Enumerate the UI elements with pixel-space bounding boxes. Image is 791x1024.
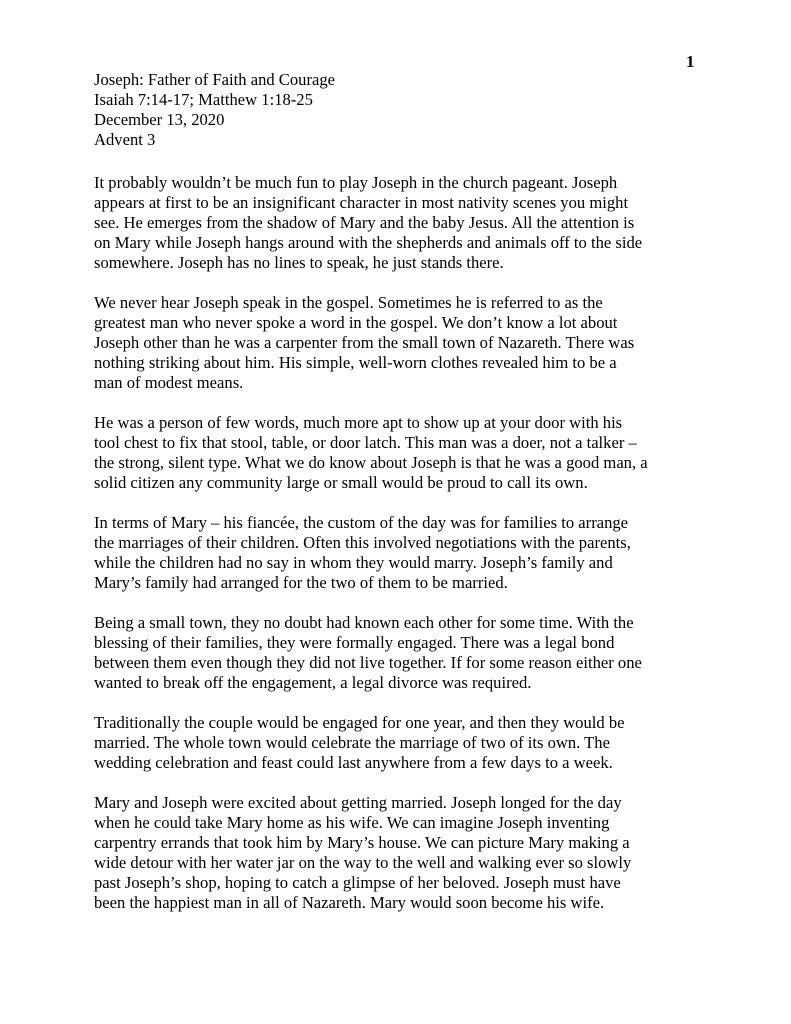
text-line: greatest man who never spoke a word in the gospel. We don’t know a lot about	[94, 313, 618, 332]
text-line: tool chest to fix that stool, table, or door latch. This man was a doer, not a talker –	[94, 433, 637, 452]
sermon-heading	[94, 70, 714, 150]
text-line: carpentry errands that took him by Mary’s house. We can picture Mary making a	[94, 833, 630, 852]
text-line: man of modest means.	[94, 373, 244, 392]
sermon-body	[94, 173, 714, 933]
text-line: past Joseph’s shop, hoping to catch a glimpse of her beloved. Joseph must have	[94, 873, 621, 892]
text-line: somewhere. Joseph has no lines to speak, he just stands there.	[94, 253, 504, 272]
text-line: married. The whole town would celebrate the marriage of two of its own. The	[94, 733, 610, 752]
text-line: while the children had no say in whom they would marry. Joseph’s family and	[94, 553, 613, 572]
text-line: between them even though they did not live together. If for some reason either one	[94, 653, 642, 672]
text-line: blessing of their families, they were formally engaged. There was a legal bond	[94, 633, 615, 652]
paragraph	[94, 513, 714, 593]
text-line: In terms of Mary – his fiancée, the custom of the day was for families to arrange	[94, 513, 629, 532]
paragraph	[94, 713, 714, 773]
scripture-reference: Isaiah 7:14-17; Matthew 1:18-25	[94, 90, 313, 109]
text-line: Being a small town, they no doubt had known each other for some time. With the	[94, 613, 634, 632]
text-line: see. He emerges from the shadow of Mary and the baby Jesus. All the attention is	[94, 213, 635, 232]
text-line: the strong, silent type. What we do know about Joseph is that he was a good man, a	[94, 453, 648, 472]
paragraph	[94, 173, 714, 273]
text-line: appears at first to be an insignificant character in most nativity scenes you might	[94, 193, 629, 212]
text-line: been the happiest man in all of Nazareth. Mary would soon become his wife.	[94, 893, 605, 912]
text-line: wanted to break off the engagement, a legal divorce was required.	[94, 673, 532, 692]
text-line: We never hear Joseph speak in the gospel. Sometimes he is referred to as the	[94, 293, 603, 312]
text-line: nothing striking about him. His simple, well-worn clothes revealed him to be a	[94, 353, 617, 372]
text-line: the marriages of their children. Often this involved negotiations with the parents,	[94, 533, 631, 552]
page-number: 1	[686, 52, 695, 71]
text-line: wide detour with her water jar on the way to the well and walking ever so slowly	[94, 853, 632, 872]
text-line: Mary and Joseph were excited about getting married. Joseph longed for the day	[94, 793, 622, 812]
paragraph	[94, 613, 714, 693]
text-line: Traditionally the couple would be engaged for one year, and then they would be	[94, 713, 625, 732]
liturgical-season: Advent 3	[94, 130, 156, 149]
paragraph	[94, 793, 714, 913]
paragraph	[94, 413, 714, 493]
text-line: He was a person of few words, much more apt to show up at your door with his	[94, 413, 623, 432]
text-line: It probably wouldn’t be much fun to play Joseph in the church pageant. Joseph	[94, 173, 618, 192]
text-line: on Mary while Joseph hangs around with the shepherds and animals off to the side	[94, 233, 643, 252]
text-line: Mary’s family had arranged for the two of them to be married.	[94, 573, 508, 592]
text-line: Joseph other than he was a carpenter from the small town of Nazareth. There was	[94, 333, 635, 352]
text-line: wedding celebration and feast could last anywhere from a few days to a week.	[94, 753, 613, 772]
text-line: solid citizen any community large or small would be proud to call its own.	[94, 473, 588, 492]
sermon-date: December 13, 2020	[94, 110, 225, 129]
text-line: when he could take Mary home as his wife. We can imagine Joseph inventing	[94, 813, 610, 832]
sermon-title: Joseph: Father of Faith and Courage	[94, 70, 336, 89]
paragraph	[94, 293, 714, 393]
